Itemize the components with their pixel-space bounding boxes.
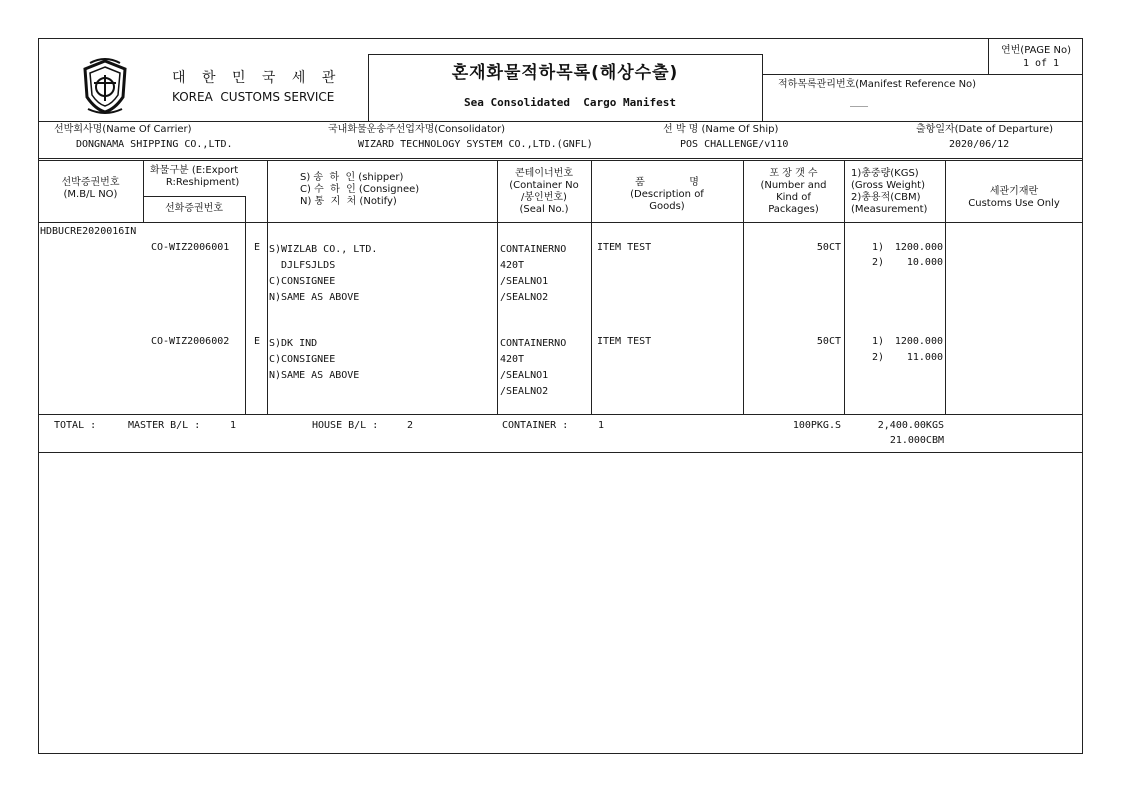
page-value: 1 of 1 [1022,58,1060,69]
col-header-parties-line: N) 통 지 처 (Notify) [300,196,397,207]
total-measure: 21.000CBM [889,435,944,446]
col-header-parties [300,172,419,208]
row-2-parties [269,336,359,384]
col-header-parties-line: C) 수 하 인 (Consignee) [300,184,420,195]
ship-label: 선 박 명 (Name Of Ship) [663,124,779,135]
container-total-label: CONTAINER : [502,420,569,431]
row-1-container-line: /SEALNO2 [500,292,549,303]
ship-value: POS CHALLENGE/v110 [680,139,789,150]
body-sep-parties [497,222,498,414]
col-header-type-line: 화물구분 (E:Export [150,165,239,176]
col-header-weight-line: 2)총용적(CBM) [851,192,921,203]
col-header-customs [945,186,1083,210]
body-sep-container [591,222,592,414]
col-header-weight-line: (Measurement) [851,204,928,215]
col-header-type-line: R:Reshipment) [150,177,240,188]
total-top-line [38,414,1083,415]
row-1-party-line: C)CONSIGNEE [269,276,336,287]
carrier-label: 선박회사명(Name Of Carrier) [54,124,192,135]
col-header-packages-line: Kind of [776,192,811,203]
total-bottom-line [38,452,1083,453]
title-korean: 혼재화물적하목록(해상수출) [451,63,679,83]
col-header-mbl-line: 선박증권번호 [61,177,120,188]
row-2-hbl: CO-WIZ2006002 [151,336,230,347]
col-header-cargo-type [150,165,239,189]
master-bl-label: MASTER B/L : [128,420,201,431]
col-header-container [497,168,591,216]
row-1-party-line: DJLFSJLDS [269,260,336,271]
col-header-packages-line: 포 장 갯 수 [769,168,818,179]
col-header-packages-line: (Number and [760,180,827,191]
manifest-ref-label: 적하목록관리번호(Manifest Reference No) [778,79,977,90]
row-2-container [500,336,566,400]
col-header-container-line: (Container No [509,180,579,191]
page-label: 연번(PAGE No) [1000,45,1072,56]
col-header-description-line: (Description of [630,189,704,200]
consolidator-value: WIZARD TECHNOLOGY SYSTEM CO.,LTD.(GNFL) [358,139,593,150]
row-2-container-line: 420T [500,354,525,365]
row-2-measure: 11.000 [906,352,943,363]
total-weight: 2,400.00KGS [877,420,944,431]
row-1-hbl: CO-WIZ2006001 [151,242,230,253]
row-1-container [500,242,566,306]
agency-english: KOREA CUSTOMS SERVICE [172,90,335,104]
row-2-container-line: /SEALNO1 [500,370,549,381]
col-header-packages [743,168,844,216]
row-1-weight: 1200.000 [894,242,943,253]
col-header-parties-line: S) 송 하 인 (shipper) [300,172,404,183]
col-header-weight-line: 1)총중량(KGS) [851,168,919,179]
col-header-description-line: Goods) [649,201,685,212]
header-bottom-line [38,121,1083,122]
title-box-top [368,54,762,55]
col-sep-packages [844,160,845,222]
row-1-party-line: N)SAME AS ABOVE [269,292,360,303]
total-packages: 100PKG.S [792,420,841,431]
row-1-measure-label: 2) [872,257,885,268]
consolidator-label: 국내화물운송주선업자명(Consolidator) [328,124,506,135]
mbl-number: HDBUCRE2020016IN [40,226,137,237]
row-2-weight-label: 1) [872,336,885,347]
body-sep-hbl [245,222,246,414]
col-header-description [591,177,743,213]
row-1-packages: 50CT [816,242,841,253]
container-total-value: 1 [598,420,605,431]
row-2-weight: 1200.000 [894,336,943,347]
title-box-right [762,54,763,122]
departure-label: 출항일자(Date of Departure) [916,124,1054,135]
row-1-type: E [254,242,261,253]
row-2-packages: 50CT [816,336,841,347]
customs-emblem-icon [80,57,130,115]
departure-value: 2020/06/12 [949,139,1010,150]
row-2-container-line: /SEALNO2 [500,386,549,397]
manifest-ref-value: ___ [850,96,869,107]
column-header-bottom [38,222,1083,223]
row-1-container-line: CONTAINERNO [500,244,567,255]
row-1-weight-label: 1) [872,242,885,253]
body-sep-packages [844,222,845,414]
row-1-description: ITEM TEST [597,242,652,253]
row-2-container-line: CONTAINERNO [500,338,567,349]
col-header-mbl [38,177,143,201]
col-header-description-line: 품 명 [635,177,699,188]
hbl-header-divider [143,196,245,197]
col-header-packages-line: Packages) [768,204,819,215]
col-header-customs-line: Customs Use Only [968,198,1060,209]
row-1-measure: 10.000 [906,257,943,268]
row-2-party-line: C)CONSIGNEE [269,354,336,365]
col-header-customs-line: 세관기재란 [989,186,1039,197]
title-english: Sea Consolidated Cargo Manifest [464,96,676,109]
row-1-party-line: S)WIZLAB CO., LTD. [269,244,378,255]
carrier-value: DONGNAMA SHIPPING CO.,LTD. [76,139,233,150]
row-2-type: E [254,336,261,347]
col-header-container-line: /봉인번호) [521,192,567,203]
col-header-weight-line: (Gross Weight) [851,180,925,191]
body-sep-type [267,222,268,414]
col-sep-type-a [245,196,246,222]
row-1-parties [269,242,377,306]
ref-box-top [762,74,1083,75]
col-header-hbl: 선화증권번호 [165,203,223,214]
house-bl-label: HOUSE B/L : [312,420,379,431]
col-header-mbl-line: (M.B/L NO) [63,189,118,200]
row-2-party-line: S)DK IND [269,338,318,349]
row-1-container-line: /SEALNO1 [500,276,549,287]
total-label: TOTAL : [54,420,97,431]
agency-korean: 대 한 민 국 세 관 [172,70,342,86]
house-bl-value: 2 [407,420,414,431]
col-header-container-line: (Seal No.) [519,204,569,215]
body-sep-weight [945,222,946,414]
master-bl-value: 1 [230,420,237,431]
col-sep-type-b [267,160,268,222]
info-bottom-line-2 [38,160,1083,161]
col-header-weight [851,168,927,216]
col-header-container-line: 콘테이너번호 [515,168,573,179]
row-2-measure-label: 2) [872,352,885,363]
info-bottom-line [38,158,1083,159]
row-1-container-line: 420T [500,260,525,271]
row-2-party-line: N)SAME AS ABOVE [269,370,360,381]
row-2-description: ITEM TEST [597,336,652,347]
